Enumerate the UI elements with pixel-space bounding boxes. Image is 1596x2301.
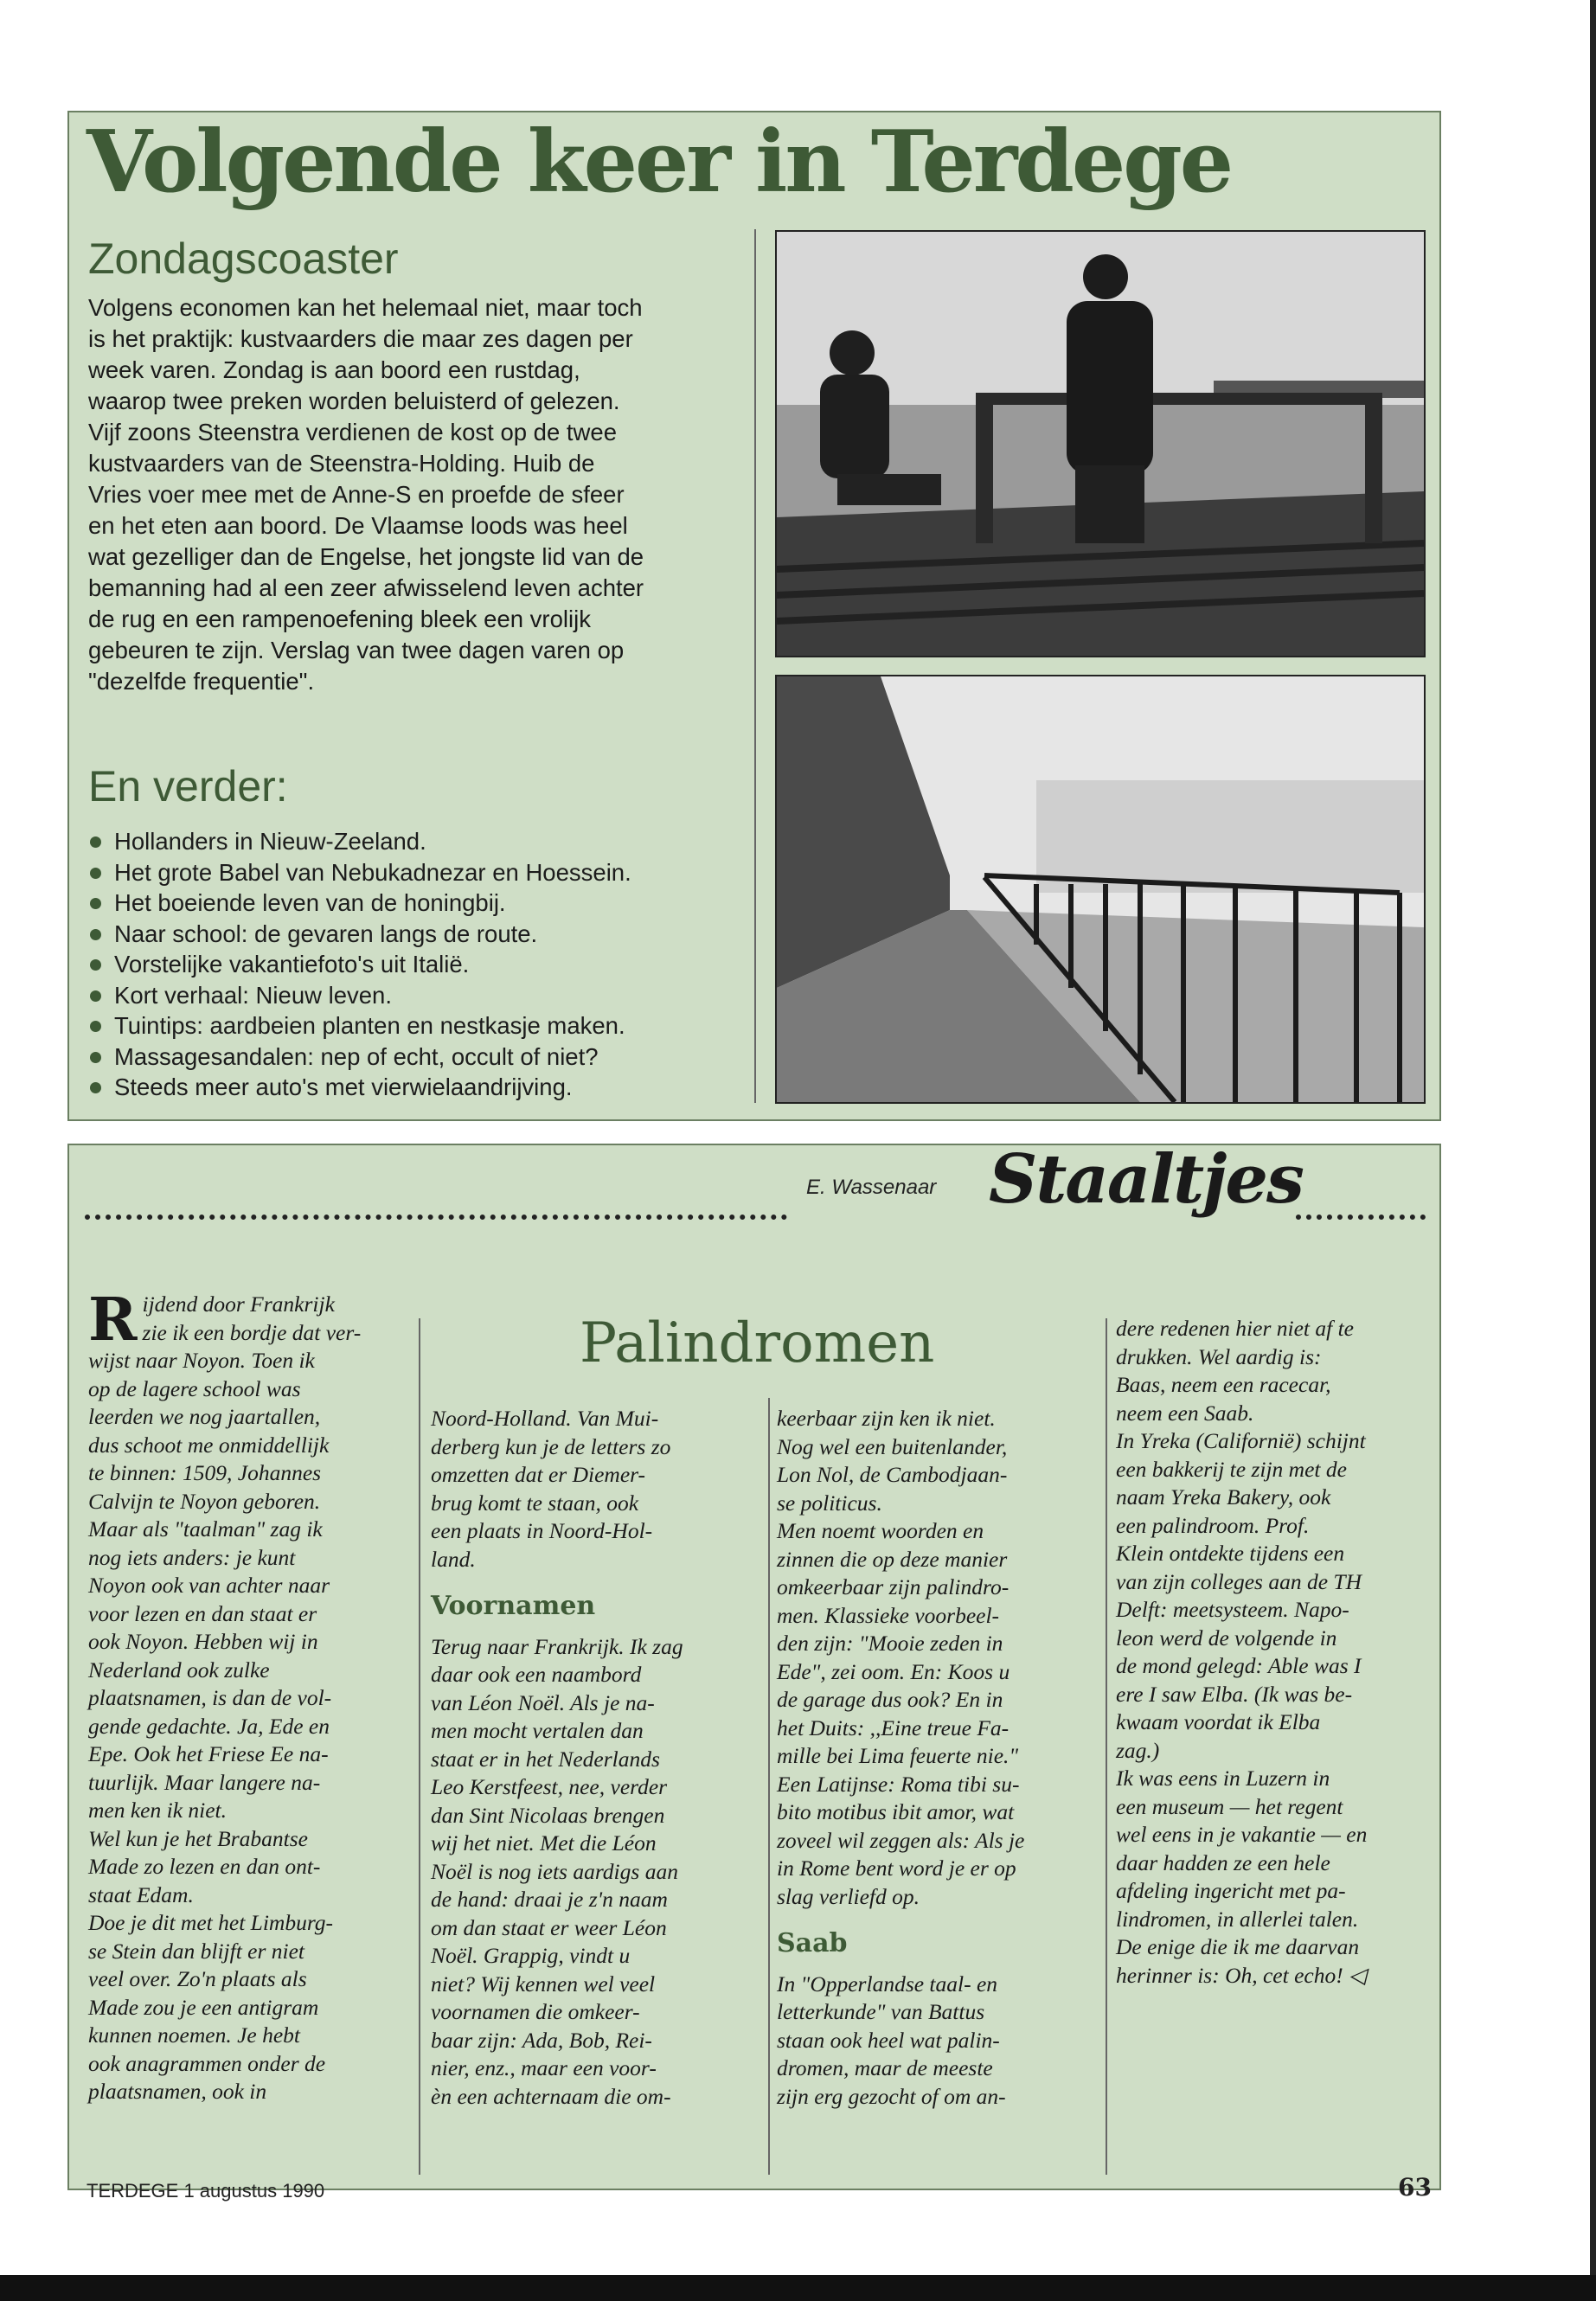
text-line: keerbaar zijn ken ik niet. [777, 1406, 996, 1431]
feature-line: kustvaarders van de Steenstra-Holding. Huib de [88, 450, 595, 477]
list-item: Massagesandalen: nep of echt, occult of niet? [88, 1042, 780, 1073]
text-line: zijn erg gezocht of om an- [777, 2083, 1006, 2109]
text-line: Terug naar Frankrijk. Ik zag [431, 1633, 683, 1659]
column-rule [768, 1398, 770, 2175]
text-line: mille bei Lima feuerte nie." [777, 1743, 1019, 1768]
text-line: staat er in het Nederlands [431, 1746, 660, 1772]
publication-date: TERDEGE 1 augustus 1990 [87, 2180, 325, 2202]
text-line: niet? Wij kennen wel veel [431, 1971, 656, 1997]
text-line: zie ik een bordje dat ver- [142, 1319, 362, 1345]
text-line: dromen, maar de meeste [777, 2055, 993, 2080]
text-line: dus schoot me onmiddellijk [88, 1432, 330, 1458]
feature-line: wat gezelliger dan de Engelse, het jongste lid van de [88, 543, 644, 570]
text-line: se Stein dan blijft er niet [88, 1938, 305, 1964]
text-line: Delft: meetsysteem. Napo- [1116, 1597, 1349, 1622]
text-line: drukken. Wel aardig is: [1116, 1343, 1322, 1369]
page-headline: Volgende keer in Terdege [87, 112, 1232, 212]
text-line: lindromen, in allerlei talen. [1116, 1906, 1359, 1932]
text-line: ere I saw Elba. (Ik was be- [1116, 1681, 1353, 1707]
author-byline: E. Wassenaar [806, 1176, 937, 1199]
text-line: de garage dus ook? En in [777, 1687, 1003, 1712]
rubric-title: Staaltjes [989, 1140, 1303, 1219]
text-line: een bakkerij te zijn met de [1116, 1456, 1347, 1482]
list-item: Steeds meer auto's met vierwielaandrijving. [88, 1072, 780, 1103]
ship-deck-photo [775, 230, 1426, 657]
text-line: bito motibus ibit amor, wat [777, 1799, 1015, 1824]
text-line: dan Sint Nicolaas brengen [431, 1802, 665, 1828]
article-title: Palindromen [580, 1311, 935, 1375]
bullet-icon [90, 929, 101, 940]
dotted-rule-right [1296, 1215, 1426, 1220]
text-line: Made zou je een antigram [88, 1994, 319, 2020]
text-line: Made zo lezen en dan ont- [88, 1854, 321, 1879]
text-line: Baas, neem een racecar, [1116, 1372, 1331, 1397]
article-column-3 [777, 1405, 1102, 2111]
text-line: Lon Nol, de Cambodjaan- [777, 1462, 1008, 1487]
text-line: Noël. Grappig, vindt u [431, 1943, 631, 1968]
text-line: nier, enz., maar een voor- [431, 2055, 657, 2080]
text-line: se politicus. [777, 1490, 882, 1516]
text-line: brug komt te staan, ook [431, 1490, 639, 1516]
bullet-icon [90, 898, 101, 909]
walkway-photo [775, 675, 1426, 1104]
text-line: plaatsnamen, ook in [88, 2079, 267, 2104]
text-line: wijst naar Noyon. Toen ik [88, 1348, 315, 1373]
text-line: derberg kun je de letters zo [431, 1433, 671, 1459]
text-line: tuurlijk. Maar langere na- [88, 1769, 321, 1795]
column-panel [67, 1140, 1441, 2190]
subhead-saab: Saab [777, 1928, 848, 1958]
text-line: leerden we nog jaartallen, [88, 1404, 321, 1429]
bullet-icon [90, 868, 101, 879]
dotted-rule-left [85, 1215, 787, 1220]
bullet-icon [90, 836, 101, 848]
preview-panel [67, 111, 1441, 1121]
text-line: Maar als "taalman" zag ik [88, 1516, 323, 1541]
text-line: Wel kun je het Brabantse [88, 1825, 309, 1851]
column-rule [419, 1318, 420, 2175]
text-line: staat Edam. [88, 1881, 194, 1907]
text-line: letterkunde" van Battus [777, 1999, 985, 2024]
text-line: voornamen die omkeer- [431, 1999, 640, 2024]
text-line: In "Opperlandse taal- en [777, 1971, 998, 1997]
text-line: op de lagere school was [88, 1375, 301, 1401]
bullet-icon [90, 959, 101, 971]
page-number: 63 [1398, 2173, 1432, 2202]
text-line: zoveel wil zeggen als: Als je [777, 1827, 1025, 1853]
text-line: kunnen noemen. Je hebt [88, 2022, 300, 2048]
text-line: In Yreka (Californië) schijnt [1116, 1428, 1366, 1453]
text-line: nog iets anders: je kunt [88, 1544, 296, 1570]
text-line: naam Yreka Bakery, ook [1116, 1484, 1331, 1509]
text-line: plaatsnamen, is dan de vol- [88, 1685, 332, 1710]
list-item: Kort verhaal: Nieuw leven. [88, 980, 780, 1011]
text-line: in Rome bent word je er op [777, 1856, 1016, 1881]
text-line: wij het niet. Met die Léon [431, 1830, 657, 1856]
text-line: afdeling ingericht met pa- [1116, 1878, 1346, 1903]
more-title: En verder: [88, 762, 288, 811]
text-line: Men noemt woorden en [777, 1518, 984, 1543]
text-line: een museum — het regent [1116, 1793, 1343, 1819]
text-line: het Duits: ,,Eine treue Fa- [777, 1715, 1010, 1740]
page-bottom-edge [0, 2275, 1596, 2301]
list-item: Het boeiende leven van de honingbij. [88, 888, 780, 919]
text-line: daar ook een naambord [431, 1662, 642, 1687]
text-line: Calvijn te Noyon geboren. [88, 1488, 321, 1514]
drop-cap: R [88, 1285, 138, 1355]
feature-line: gebeuren te zijn. Verslag van twee dagen varen op [88, 637, 625, 663]
text-line: neem een Saab. [1116, 1400, 1254, 1426]
list-item: Hollanders in Nieuw-Zeeland. [88, 826, 780, 857]
list-item: Naar school: de gevaren langs de route. [88, 919, 780, 950]
page-edge [1590, 0, 1596, 2275]
text-line: van Léon Noël. Als je na- [431, 1689, 655, 1715]
text-line: De enige die ik me daarvan [1116, 1934, 1360, 1959]
text-line: slag verliefd op. [777, 1883, 920, 1909]
text-line: Epe. Ook het Friese Ee na- [88, 1741, 329, 1766]
text-line: een plaats in Noord-Hol- [431, 1518, 653, 1543]
feature-line: de rug en een rampenoefening bleek een vrolijk [88, 606, 591, 632]
feature-title: Zondagscoaster [88, 234, 399, 283]
text-line: baar zijn: Ada, Bob, Rei- [431, 2027, 652, 2053]
feature-line: week varen. Zondag is aan boord een rustdag, [88, 356, 580, 383]
column-rule [1106, 1318, 1107, 2175]
text-line: omkeerbaar zijn palindro- [777, 1574, 1010, 1599]
list-item: Vorstelijke vakantiefoto's uit Italië. [88, 949, 780, 980]
text-line: den zijn: "Mooie zeden in [777, 1631, 1003, 1656]
text-line: leon werd de volgende in [1116, 1625, 1337, 1650]
text-line: zag.) [1116, 1737, 1160, 1763]
text-line: Ik was eens in Luzern in [1116, 1766, 1330, 1791]
text-line: Leo Kerstfeest, nee, verder [431, 1774, 668, 1799]
text-line: van zijn colleges aan de TH [1116, 1568, 1362, 1594]
feature-line: waarop twee preken worden beluisterd of gelezen. [88, 388, 620, 414]
article-column-1 [88, 1285, 415, 2106]
article-column-4 [1116, 1315, 1438, 1990]
subhead-voornamen: Voornamen [431, 1591, 596, 1621]
more-list [88, 826, 780, 1103]
text-line: staan ook heel wat palin- [777, 2027, 1000, 2053]
text-line: Klein ontdekte tijdens een [1116, 1541, 1345, 1566]
feature-line: is het praktijk: kustvaarders die maar zes dagen per [88, 325, 633, 352]
text-line: wel eens in je vakantie — en [1116, 1822, 1368, 1847]
feature-line: "dezelfde frequentie". [88, 668, 315, 695]
text-line: men. Klassieke voorbeel- [777, 1602, 1000, 1628]
text-line: Een Latijnse: Roma tibi su- [777, 1771, 1020, 1797]
feature-line: bemanning had al een zeer afwisselend leven achter [88, 574, 644, 601]
text-line: kwaam voordat ik Elba [1116, 1709, 1321, 1734]
text-line: daar hadden ze een hele [1116, 1849, 1330, 1875]
feature-text [88, 292, 780, 697]
text-line: ijdend door Frankrijk [142, 1292, 335, 1317]
list-item: Het grote Babel van Nebukadnezar en Hoessein. [88, 857, 780, 888]
text-line: Noël is nog iets aardigs aan [431, 1858, 678, 1884]
feature-line: Vijf zoons Steenstra verdienen de kost op de twee [88, 419, 617, 445]
text-line: Nederland ook zulke [88, 1657, 270, 1682]
text-line: te binnen: 1509, Johannes [88, 1460, 322, 1485]
text-line: voor lezen en dan staat er [88, 1600, 317, 1626]
text-line: land. [431, 1546, 476, 1572]
feature-line: Vries voer mee met de Anne-S en proefde de sfeer [88, 481, 625, 508]
text-line: Noord-Holland. Van Mui- [431, 1406, 659, 1431]
text-line: Nog wel een buitenlander, [777, 1433, 1008, 1459]
text-line: veel over. Zo'n plaats als [88, 1966, 307, 1991]
bullet-icon [90, 1082, 101, 1093]
text-line: gende gedachte. Ja, Ede en [88, 1713, 330, 1739]
list-item: Tuintips: aardbeien planten en nestkasje maken. [88, 1010, 780, 1042]
feature-line: Volgens economen kan het helemaal niet, maar toch [88, 294, 643, 321]
text-line: Noyon ook van achter naar [88, 1573, 330, 1598]
text-line: dere redenen hier niet af te [1116, 1316, 1354, 1341]
text-line: èn een achternaam die om- [431, 2083, 671, 2109]
text-line: de hand: draai je z'n naam [431, 1887, 668, 1912]
text-line: ook anagrammen onder de [88, 2050, 326, 2076]
text-line: men ken ik niet. [88, 1798, 228, 1823]
article-column-2 [431, 1405, 763, 2111]
text-line: zinnen die op deze manier [777, 1546, 1008, 1572]
text-line: om dan staat er weer Léon [431, 1914, 667, 1940]
text-line: een palindroom. Prof. [1116, 1512, 1310, 1538]
text-line: herinner is: Oh, cet echo! ◁ [1116, 1962, 1366, 1988]
bullet-icon [90, 1052, 101, 1063]
text-line: Doe je dit met het Limburg- [88, 1910, 334, 1935]
bullet-icon [90, 990, 101, 1002]
text-line: Ede", zei oom. En: Koos u [777, 1658, 1010, 1684]
text-line: omzetten dat er Diemer- [431, 1462, 646, 1487]
text-line: de mond gelegd: Able was I [1116, 1653, 1362, 1678]
bullet-icon [90, 1021, 101, 1032]
feature-line: en het eten aan boord. De Vlaamse loods was heel [88, 512, 628, 539]
text-line: men mocht vertalen dan [431, 1718, 644, 1743]
text-line: ook Noyon. Hebben wij in [88, 1629, 318, 1654]
